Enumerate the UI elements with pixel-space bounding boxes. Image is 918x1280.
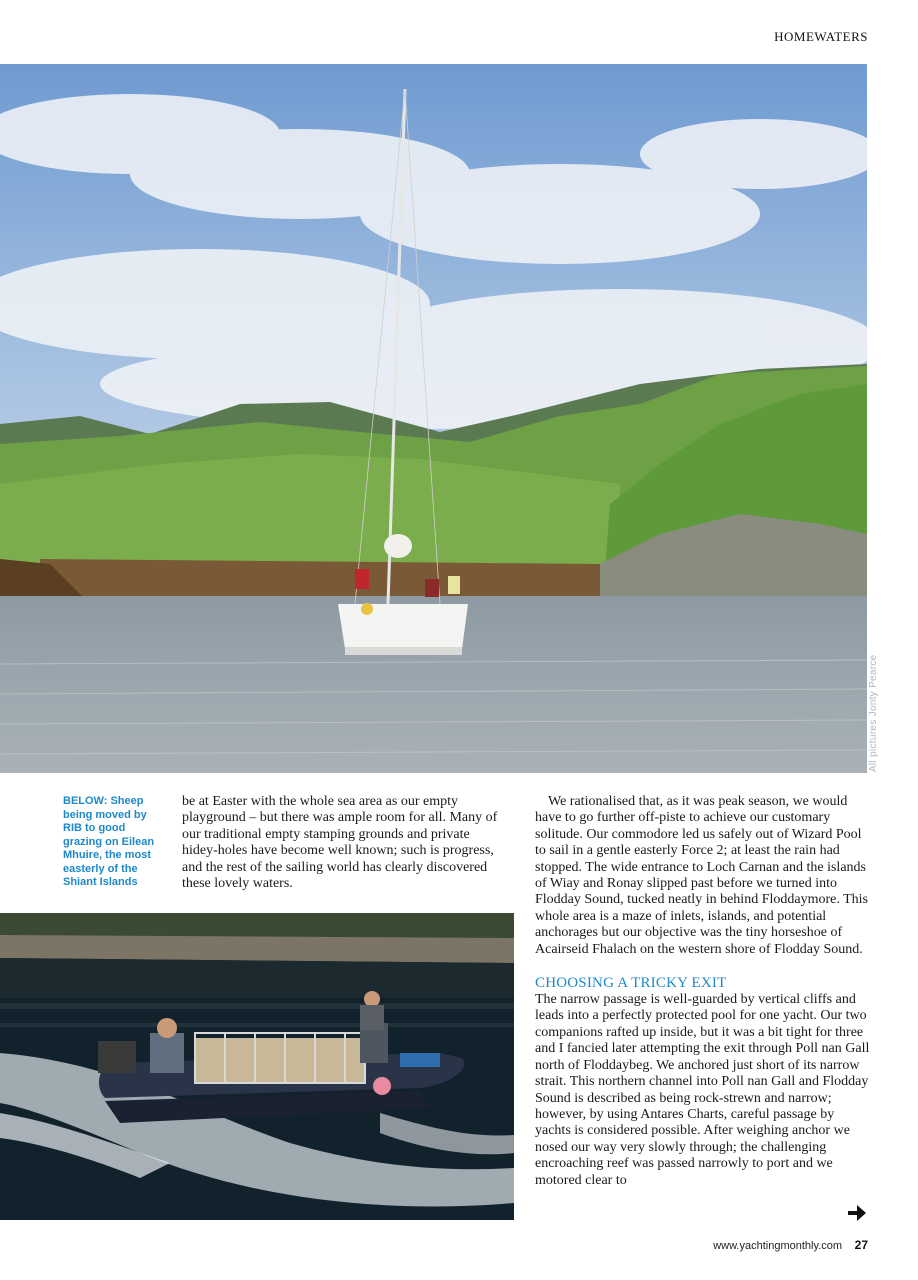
hero-photo-yacht — [0, 64, 867, 773]
body-paragraph: The narrow passage is well-guarded by vertical cliffs and leads into a perfectly protected pool for one yacht. Our two companions rafted up inside, but it was a bit tight for three and I fancied later attempting the exit through Poll nan Gall north of Floddaybeg. We anchored just short of its narrow strait. This northern channel into Poll nan Gall and Flodday Sound is described as being rock-strewn and narrow; however, by using Antares Charts, careful passage by yachts is considered possible. After weighing anchor we nosed our way very slowly through; the challenging encroaching reef was passed narrowly to port and we motored clear to — [535, 992, 870, 1188]
footer-url: www.yachtingmonthly.com — [713, 1240, 842, 1252]
body-paragraph: be at Easter with the whole sea area as our empty playground – but there was ample room for all. Many of our traditional empty stamping grounds and private hidey-holes have become well known; such is progress, and the rest of the sailing world has clearly discovered these lovely waters. — [182, 794, 498, 892]
arrow-right-icon — [846, 1202, 868, 1224]
page-number: 27 — [854, 1238, 868, 1252]
photo-caption: BELOW: Sheep being moved by RIB to good grazing on Eilean Mhuire, the most easterly of the Shiant Islands — [63, 795, 155, 888]
body-column-1 — [182, 794, 502, 892]
body-column-2 — [535, 794, 870, 1189]
rib-photo-sheep — [0, 913, 514, 1220]
body-paragraph: We rationalised that, as it was peak season, we would have to go further off-piste to achieve our customary solitude. Our commodore led us safely out of Wizard Pool to sail in a gentle easterly Force 2; at least the rain had stopped. The wide entrance to Loch Carnan and the islands of Wiay and Ronay slipped past before we turned into Flodday Sound, tucked neatly in behind Floddaymore. This whole area is a maze of inlets, islands, and potential anchorages but our objective was the tiny horseshoe of Acairseid Fhalach on the western shore of Flodday Sound. — [535, 794, 868, 957]
section-label: HOMEWATERS — [774, 29, 868, 44]
subheading: CHOOSING A TRICKY EXIT — [535, 975, 727, 992]
